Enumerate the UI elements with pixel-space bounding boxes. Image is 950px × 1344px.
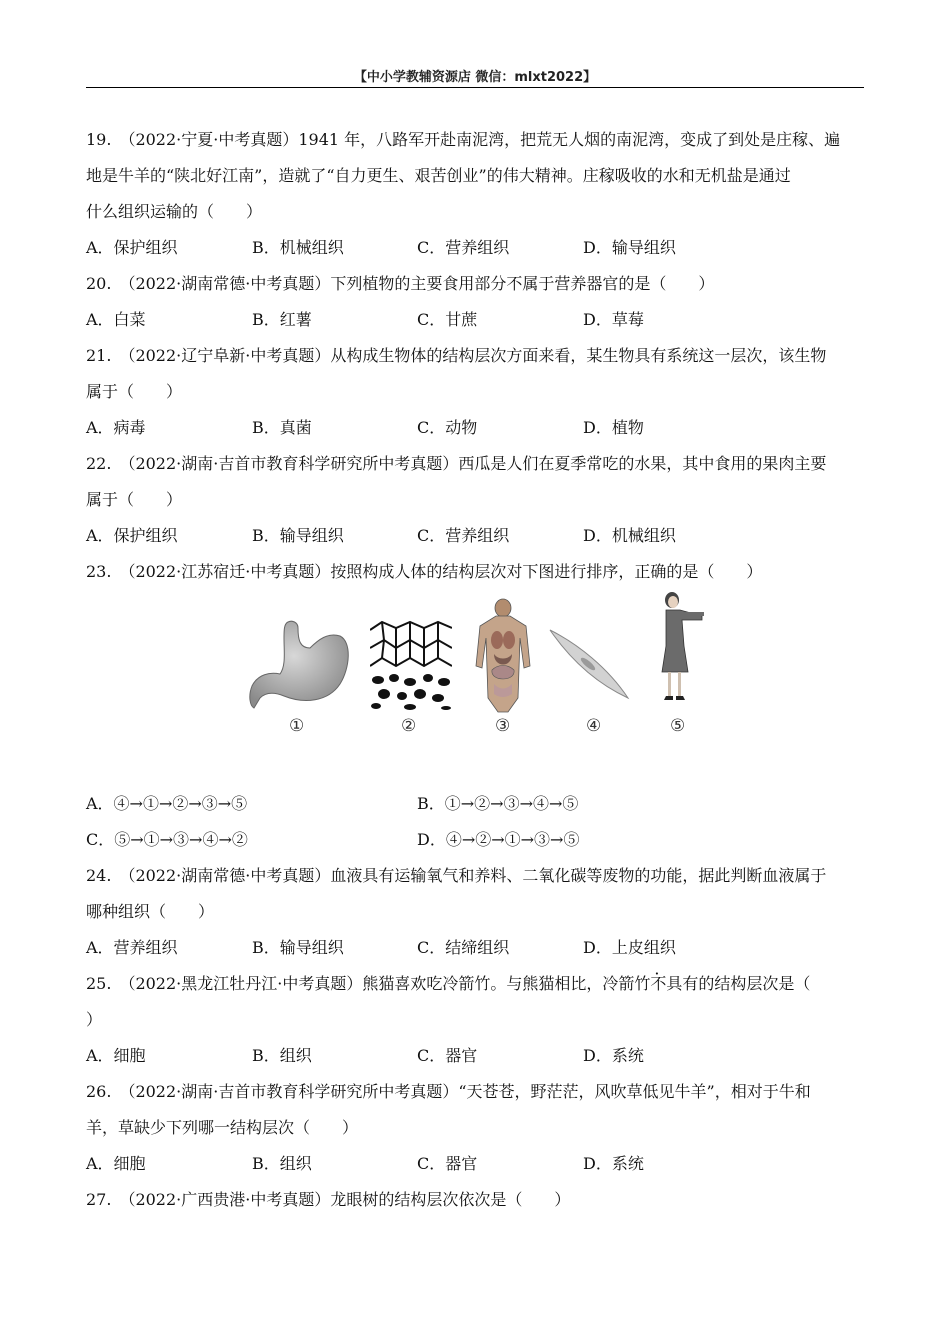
question-19: [86, 122, 856, 266]
option-b[interactable]: B．①→②→③→④→⑤: [417, 794, 579, 813]
tissue-image: [370, 620, 452, 710]
emphasis-mark: 不: [650, 974, 667, 993]
option-b[interactable]: B．输导组织: [252, 526, 344, 545]
option-d[interactable]: D．植物: [583, 418, 644, 437]
question-20: [86, 266, 856, 338]
option-c[interactable]: C．⑤→①→③→④→②: [86, 830, 248, 849]
option-a[interactable]: A．病毒: [86, 418, 146, 437]
question-text: 22. （2022·湖南·吉首市教育科学研究所中考真题）西瓜是人们在夏季常吃的水果，其中食用的果肉主要: [86, 454, 827, 473]
option-c[interactable]: C．结缔组织: [417, 938, 510, 957]
cell-image: [548, 628, 630, 700]
option-d[interactable]: D．输导组织: [583, 238, 676, 257]
human-system-image: [472, 598, 534, 714]
option-a[interactable]: A．保护组织: [86, 526, 178, 545]
option-c[interactable]: C．动物: [417, 418, 478, 437]
option-a[interactable]: A．细胞: [86, 1046, 146, 1065]
stomach-image: [248, 618, 352, 714]
options-row: [86, 1038, 856, 1074]
question-text-part: 具有的结构层次是（: [666, 974, 811, 993]
option-a[interactable]: A．细胞: [86, 1154, 146, 1173]
option-d[interactable]: D．上皮组织: [583, 938, 676, 957]
question-text: 羊，草缺少下列哪一结构层次（ ）: [86, 1118, 359, 1137]
structure-level-figure: [86, 590, 856, 786]
question-text: 20. （2022·湖南常德·中考真题）下列植物的主要食用部分不属于营养器官的是（ ）: [86, 274, 715, 293]
question-21: [86, 338, 856, 446]
option-b[interactable]: B．红薯: [252, 310, 312, 329]
question-26: [86, 1074, 856, 1182]
figure-label-4: ④: [586, 716, 602, 736]
page-header: 【中小学教辅资源店 微信：mlxt2022】: [353, 70, 597, 85]
question-text: 27. （2022·广西贵港·中考真题）龙眼树的结构层次依次是（ ）: [86, 1190, 571, 1209]
question-22: [86, 446, 856, 554]
option-d[interactable]: D．系统: [583, 1154, 644, 1173]
question-23: [86, 554, 856, 858]
question-27: [86, 1182, 856, 1218]
option-b[interactable]: B．输导组织: [252, 938, 344, 957]
options-row: [86, 1146, 856, 1182]
header-rule: [86, 87, 864, 88]
question-text: 23. （2022·江苏宿迁·中考真题）按照构成人体的结构层次对下图进行排序，正确的是（ ）: [86, 562, 763, 581]
option-c[interactable]: C．营养组织: [417, 238, 510, 257]
option-c[interactable]: C．器官: [417, 1154, 478, 1173]
option-d[interactable]: D．草莓: [583, 310, 644, 329]
options-row: [86, 302, 856, 338]
option-c[interactable]: C．甘蔗: [417, 310, 478, 329]
figure-label-1: ①: [289, 716, 305, 736]
options-row: [86, 822, 856, 858]
figure-label-3: ③: [495, 716, 511, 736]
question-text: 24. （2022·湖南常德·中考真题）血液具有运输氧气和养料、二氧化碳等废物的功能，据此判断血液属于: [86, 866, 827, 885]
options-row: [86, 930, 856, 966]
question-text-part: 25. （2022·黑龙江牡丹江·中考真题）熊猫喜欢吃冷箭竹。与熊猫相比，冷箭竹: [86, 974, 651, 993]
option-b[interactable]: B．真菌: [252, 418, 312, 437]
question-text: [86, 966, 856, 1002]
option-a[interactable]: A．白菜: [86, 310, 146, 329]
option-d[interactable]: D．④→②→①→③→⑤: [417, 830, 580, 849]
options-row: [86, 410, 856, 446]
question-25: [86, 966, 856, 1074]
person-image: [658, 590, 708, 702]
question-text: 26. （2022·湖南·吉首市教育科学研究所中考真题）“天苍苍，野茫茫，风吹草低见牛羊”，相对于牛和: [86, 1082, 811, 1101]
question-text: 19. （2022·宁夏·中考真题）1941 年，八路军开赴南泥湾，把荒无人烟的南泥湾，变成了到处是庄稼、遍: [86, 130, 841, 149]
question-text: 什么组织运输的（ ）: [86, 202, 263, 221]
figure-label-2: ②: [401, 716, 417, 736]
option-d[interactable]: D．机械组织: [583, 526, 676, 545]
option-b[interactable]: B．组织: [252, 1154, 312, 1173]
question-text: 21. （2022·辽宁阜新·中考真题）从构成生物体的结构层次方面来看，某生物具有系统这一层次，该生物: [86, 346, 827, 365]
question-list: [86, 122, 856, 1218]
question-text: ）: [86, 1010, 103, 1029]
option-c[interactable]: C．器官: [417, 1046, 478, 1065]
question-24: [86, 858, 856, 966]
options-row: [86, 518, 856, 554]
question-text: 属于（ ）: [86, 382, 183, 401]
option-a[interactable]: A．④→①→②→③→⑤: [86, 794, 248, 813]
question-text: 属于（ ）: [86, 490, 183, 509]
option-d[interactable]: D．系统: [583, 1046, 644, 1065]
option-b[interactable]: B．机械组织: [252, 238, 344, 257]
option-c[interactable]: C．营养组织: [417, 526, 510, 545]
options-row: [86, 230, 856, 266]
option-a[interactable]: A．保护组织: [86, 238, 178, 257]
question-text: 地是牛羊的“陕北好江南”，造就了“自力更生、艰苦创业”的伟大精神。庄稼吸收的水和无机盐是通过: [86, 166, 791, 185]
option-a[interactable]: A．营养组织: [86, 938, 178, 957]
figure-label-5: ⑤: [670, 716, 686, 736]
option-b[interactable]: B．组织: [252, 1046, 312, 1065]
options-row: [86, 786, 856, 822]
question-text: 哪种组织（ ）: [86, 902, 215, 921]
